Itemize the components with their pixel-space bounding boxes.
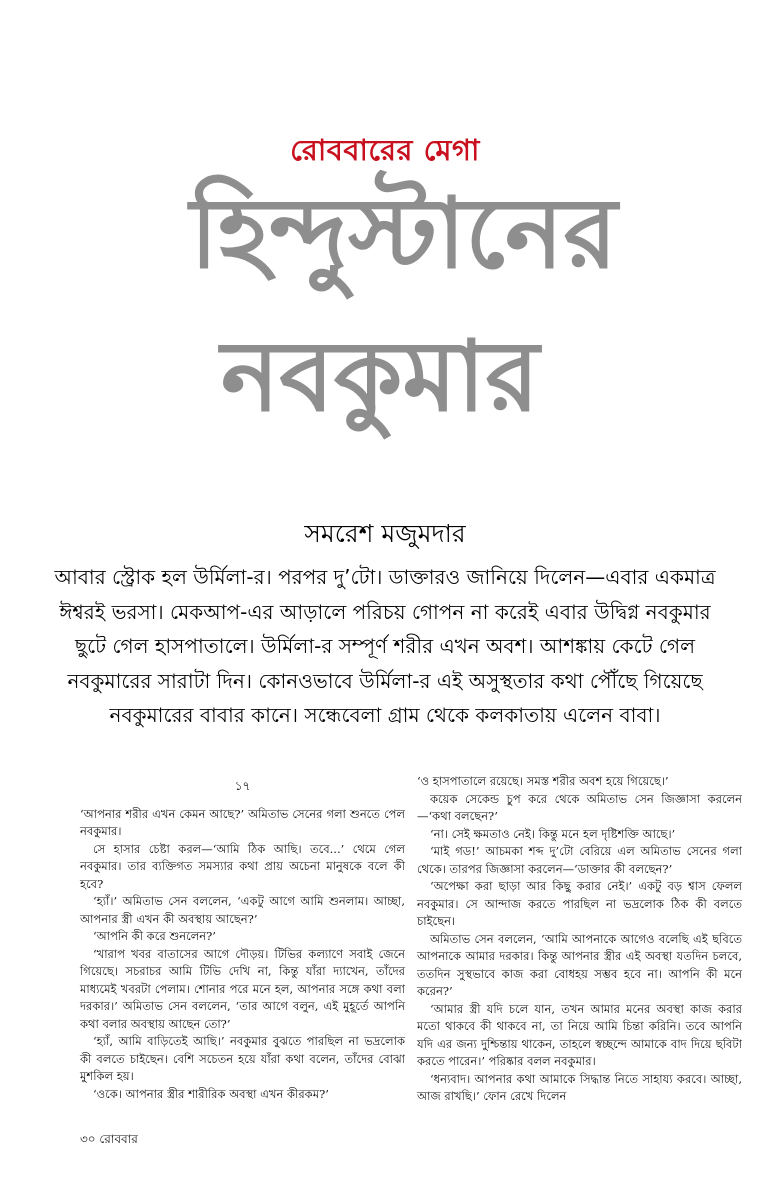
- left-column: [80, 773, 405, 1103]
- paragraph: ‘ওকে। আপনার স্ত্রীর শারীরিক অবস্থা এখন কীরকম?’: [93, 1086, 329, 1101]
- paragraph: ‘মাই গড!’ আচমকা শব্দ দু’টো বেরিয়ে এল অমিতাভ সেনের গলা থেকে। তারপর জিজ্ঞাসা করলেন—‘ডাক্তার কী বলছেন?’: [417, 844, 742, 876]
- paragraph: ‘আপনার শরীর এখন কেমন আছে?’ অমিতাভ সেনের গলা শুনতে পেল নবকুমার।: [80, 806, 405, 838]
- story-title-line-1: হিন্দুস্টানের: [190, 177, 618, 291]
- paragraph: সে হাসার চেষ্টা করল—‘আমি ঠিক আছি। তবে...’ থেমে গেল নবকুমার। তার ব্যক্তিগত সমস্যার কথা প্রায় অচেনা মানুষকে বলে কী হবে?: [80, 841, 405, 891]
- author-name: সমরেশ মজুমদার: [304, 519, 466, 548]
- paragraph: অমিতাভ সেন বললেন, ‘আমি আপনাকে আগেও বলেছি এই ছবিতে আপনাকে আমার দরকার। কিন্তু আপনার স্ত্রীর এই অবস্থা যতদিন চলবে, ততদিন সুস্থভাবে কাজ করা বোধহয় সম্ভব হবে না। আপনি কী মনে করেন?’: [417, 931, 742, 998]
- chapter-number: ১৭: [234, 779, 251, 793]
- story-title-line-2: নবকুমার: [220, 320, 540, 434]
- paragraph: ‘হ্যাঁ।’ অমিতাভ সেন বললেন, ‘একটু আগে আমি শুনলাম। আচ্ছা, আপনার স্ত্রী এখন কী অবস্থায় আছেন?’: [80, 894, 405, 926]
- story-title: [190, 172, 618, 440]
- right-column: [417, 773, 742, 1106]
- paragraph: ‘আপনি কী করে শুনলেন?’: [93, 929, 216, 943]
- paragraph: ‘খারাপ খবর বাতাসের আগে দৌড়য়। টিভির কল্যাণে সবাই জেনে গিয়েছে। সচরাচর আমি টিভি দেখি না, কিন্তু যাঁরা দ্যাখেন, তাঁদের মাধ্যমেই খবরটা পেলাম। শোনার পরে মনে হল, আপনার সঙ্গে কথা বলা দরকার।’ অমিতাভ সেন বললেন, ‘তার আগে বলুন, এই মুহূর্তে আপনি কথা বলার অবস্থায় আছেন তো?’: [80, 946, 405, 1031]
- paragraph: ‘ধন্যবাদ। আপনার কথা আমাকে সিদ্ধান্ত নিতে সাহায্য করবে। আচ্ছা, আজ রাখছি।’ ফোন রেখে দিলেন: [417, 1071, 742, 1103]
- paragraph: ‘হ্যাঁ, আমি বাড়িতেই আছি।’ নবকুমার বুঝতে পারছিল না ভদ্রলোক কী বলতে চাইছেন। বেশি সচেতন হয়ে যাঁরা কথা বলেন, তাঁদের বোঝা মুশকিল হয়।: [80, 1034, 405, 1083]
- paragraph: ‘আমার স্ত্রী যদি চলে যান, তখন আমার মনের অবস্থা কাজ করার মতো থাকবে কী থাকবে না, তা নিয়ে আমি চিন্তা করিনি। তবে আপনি যদি এর জন্য দুশ্চিন্তায় থাকেন, তাহলে স্বচ্ছন্দে আমাকে বাদ দিয়ে ছবিটা করতে পারেন।’ পরিষ্কার বলল নবকুমার।: [417, 1001, 742, 1068]
- paragraph: ‘ও হাসপাতালে রয়েছে। সমস্ত শরীর অবশ হয়ে গিয়েছে।’: [417, 774, 669, 788]
- paragraph: ‘না। সেই ক্ষমতাও নেই। কিন্তু মনে হল দৃষ্টিশক্তি আছে।’: [430, 826, 676, 841]
- intro-paragraph: আবার স্ট্রোক হল উর্মিলা-র। পরপর দু’টো। ডাক্তারও জানিয়ে দিলেন—এবার একমাত্র ঈশ্বরই ভরসা। মেকআপ-এর আড়ালে পরিচয় গোপন না করেই এবার উদ্বিগ্ন নবকুমার ছুটে গেল হাসপাতালে। উর্মিলা-র সম্পূর্ণ শরীর এখন অবশ। আশঙ্কায় কেটে গেল নবকুমারের সারাটা দিন। কোনওভাবে উর্মিলা-র এই অসুস্থতার কথা পৌঁছে গিয়েছে নবকুমারের বাবার কানে। সন্ধেবেলা গ্রাম থেকে কলকাতায় এলেন বাবা।: [54, 565, 716, 727]
- page-footer: ৩০ রোববার: [80, 1132, 138, 1146]
- paragraph: কয়েক সেকেন্ড চুপ করে থেকে অমিতাভ সেন জিজ্ঞাসা করলেন—‘কথা বলছেন?’: [417, 791, 742, 823]
- paragraph: ‘অপেক্ষা করা ছাড়া আর কিছু করার নেই।’ একটু বড় শ্বাস ফেলল নবকুমার। সে আন্দাজ করতে পারছিল না ভদ্রলোক ঠিক কী বলতে চাইছেন।: [417, 879, 742, 928]
- section-kicker: রোববারের মেগা: [290, 133, 480, 167]
